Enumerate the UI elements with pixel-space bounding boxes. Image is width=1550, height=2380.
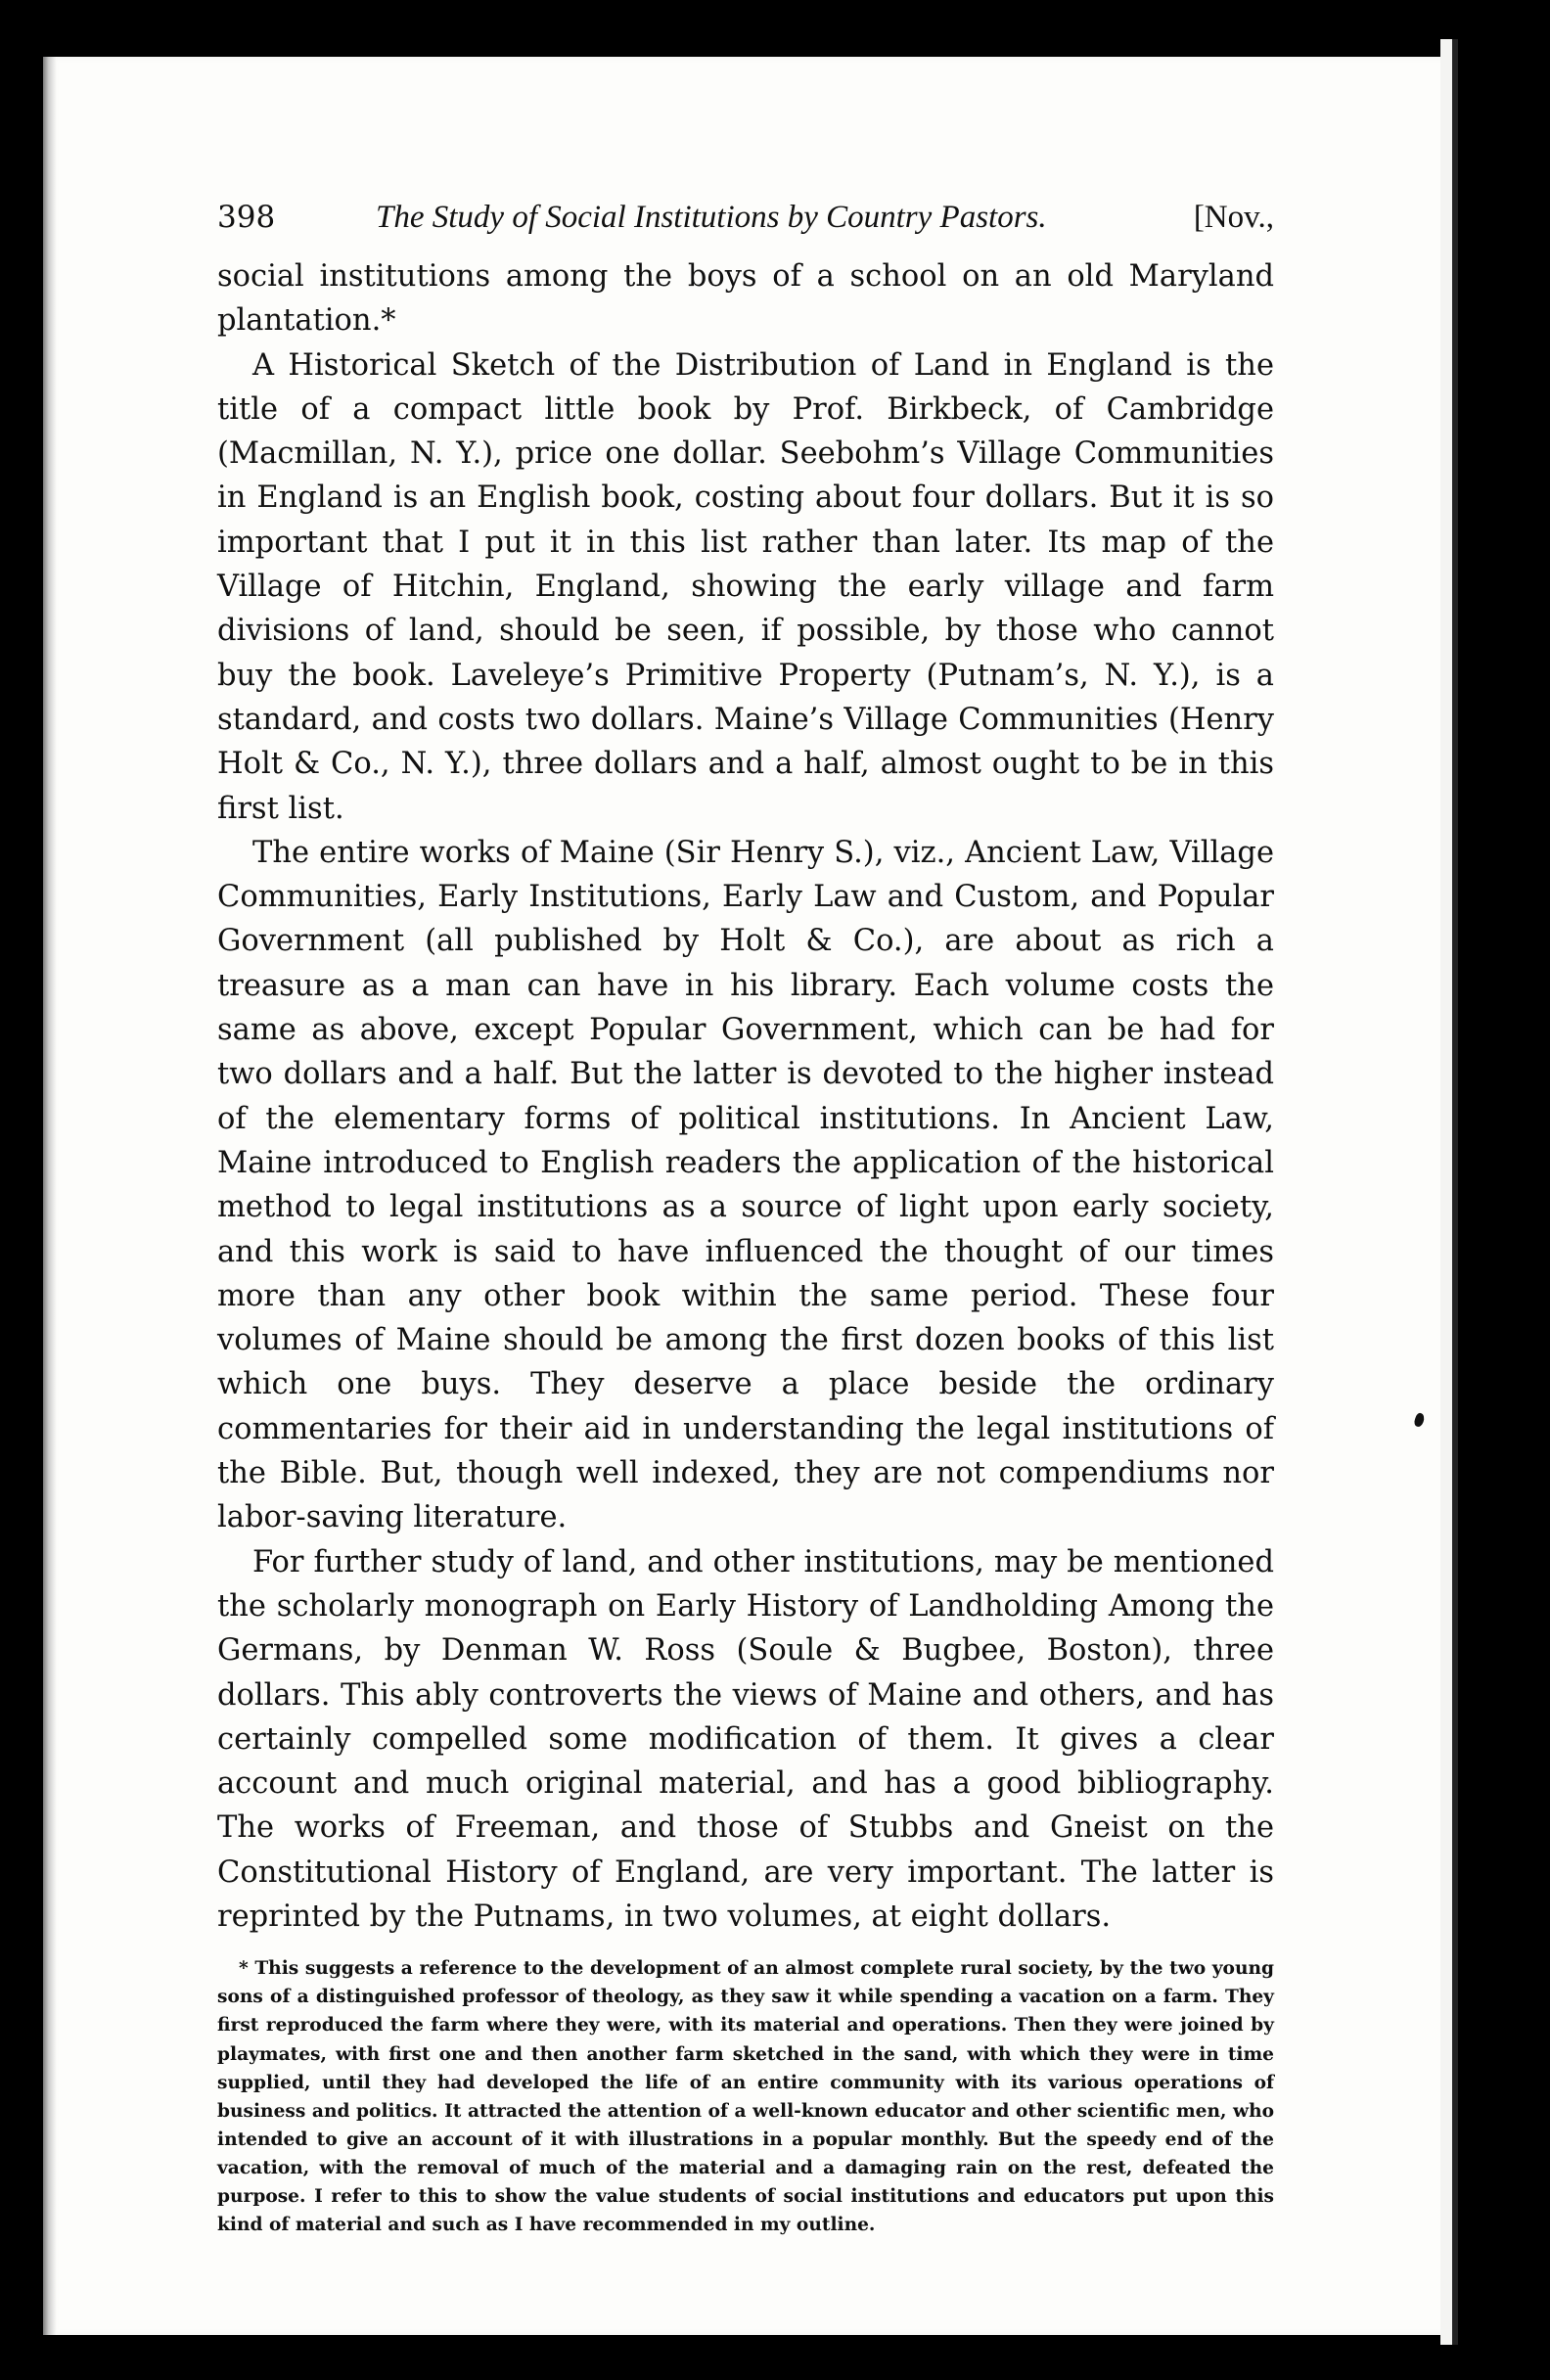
page-content bbox=[217, 192, 1274, 2239]
page-gutter-shadow bbox=[43, 57, 57, 2335]
body-text bbox=[217, 254, 1274, 1939]
footnote-text: * This suggests a reference to the development of an almost complete rural society, by the two young sons of a distinguished professor of theology, as they saw it while spending a vacation on a farm. They first reproduced the farm where they were, with its material and operations. Then they were joined by playmates, with first one and then another farm sketched in the sand, with which they were in time supplied, until they had developed the life of an entire community with its various operations of business and politics. It attracted the attention of a well-known educator and other scientific men, who intended to give an account of it with illustrations in a popular monthly. But the speedy end of the vacation, with the removal of much of the material and a damaging rain on the rest, defeated the purpose. I refer to this to show the value students of social institutions and educators put upon this kind of material and such as I have recommended in my outline. bbox=[217, 1958, 1274, 2236]
facing-page-edge bbox=[1440, 39, 1458, 2345]
paragraph: A Historical Sketch of the Distribution of Land in England is the title of a compact little book by Prof. Birkbeck, of Cambridge (Macmillan, N. Y.), price one dollar. Seebohm’s Village Communities in England is an English book, costing about four dollars. But it is so important that I put it in this list rather than later. Its map of the Village of Hitchin, England, showing the early village and farm divisions of land, should be seen, if possible, by those who cannot buy the book. Laveleye’s Primitive Property (Putnam’s, N. Y.), is a standard, and costs two dollars. Maine’s Village Communities (Henry Holt & Co., N. Y.), three dollars and a half, almost ought to be in this first list. bbox=[217, 347, 1274, 826]
paragraph-continued: social institutions among the boys of a school on an old Maryland plantation.* bbox=[217, 259, 1274, 339]
page-number: 398 bbox=[217, 200, 276, 235]
issue-month: [Nov., bbox=[1193, 200, 1274, 235]
running-title: The Study of Social Institutions by Country Pastors. bbox=[376, 200, 1047, 235]
running-head bbox=[217, 192, 1274, 243]
paragraph: The entire works of Maine (Sir Henry S.), viz., Ancient Law, Village Communities, Early Institutions, Early Law and Custom, and Popular Government (all published by Holt & Co.), are about as rich a treasure as a man can have in his library. Each volume costs the same as above, except Popular Government, which can be had for two dollars and a half. But the latter is devoted to the higher instead of the elementary forms of political institutions. In Ancient Law, Maine introduced to English readers the application of the historical method to legal institutions as a source of light upon early society, and this work is said to have influenced the thought of our times more than any other book within the same period. These four volumes of Maine should be among the first dozen books of this list which one buys. They deserve a place beside the ordinary commentaries for their aid in understanding the legal institutions of the Bible. But, though well indexed, they are not compendiums nor labor-saving literature. bbox=[217, 835, 1274, 1535]
paragraph: For further study of land, and other institutions, may be mentioned the scholarly monograph on Early History of Landholding Among the Germans, by Denman W. Ross (Soule & Bugbee, Boston), three dollars. This ably controverts the views of Maine and others, and has certainly compelled some modification of them. It gives a clear account and much original material, and has a good bibliography. The works of Freeman, and those of Stubbs and Gneist on the Constitutional History of England, are very important. The latter is reprinted by the Putnams, in two volumes, at eight dollars. bbox=[217, 1544, 1274, 1934]
footnote bbox=[217, 1954, 1274, 2239]
